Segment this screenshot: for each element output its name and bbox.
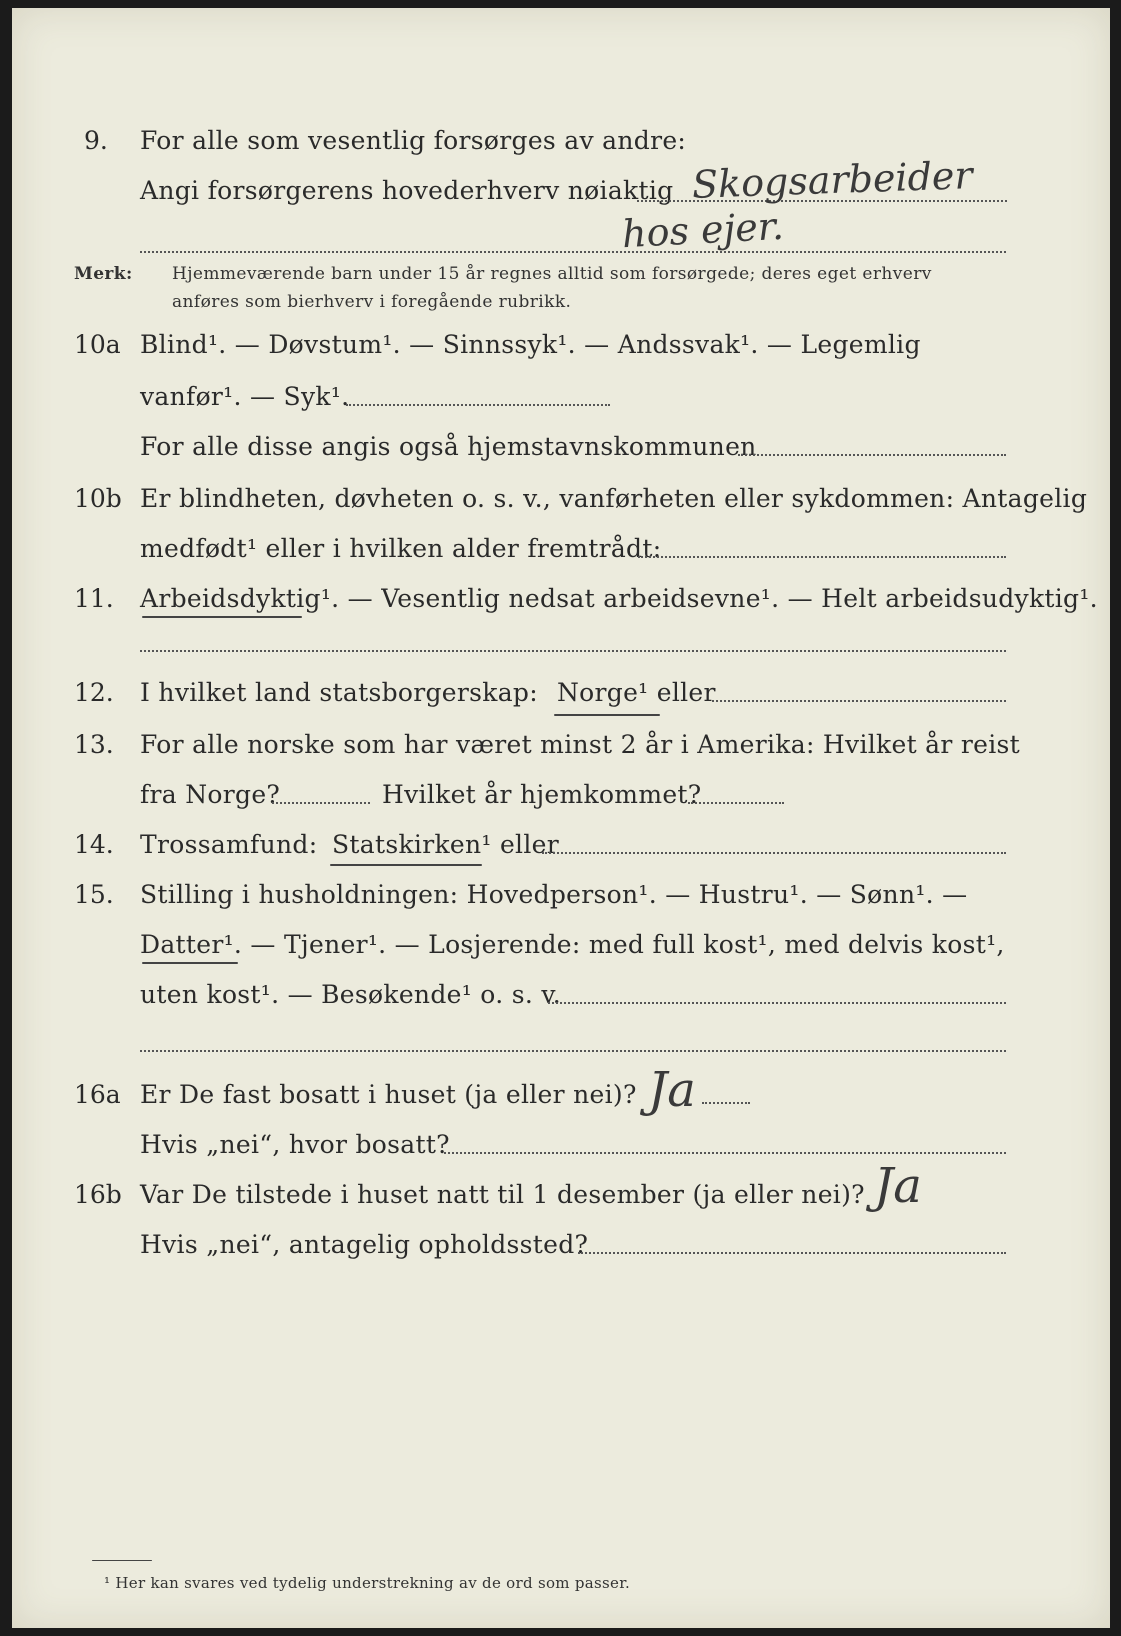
question-10b-number: 10b — [74, 484, 122, 513]
footnote: ¹ Her kan svares ved tydelig understrekning av de ord som passer. — [104, 1574, 631, 1592]
question-16b-line-1: Var De tilstede i huset natt til 1 desember (ja eller nei)? — [140, 1180, 865, 1209]
question-9-line-2: Angi forsørgerens hovederhverv nøiaktig — [140, 176, 674, 205]
answer-dotted-line — [738, 454, 1006, 456]
answer-dotted-line — [140, 251, 1006, 253]
handwritten-answer-16b: Ja — [874, 1158, 922, 1214]
handwritten-occupation-note: hos ejer. — [620, 203, 785, 257]
answer-dotted-line — [702, 1102, 750, 1104]
answer-dotted-line — [272, 802, 370, 804]
answer-dotted-line — [578, 1252, 1006, 1254]
handwritten-underline — [330, 864, 482, 866]
question-16b-number: 16b — [74, 1180, 122, 1209]
handwritten-underline — [142, 962, 238, 964]
question-15-line-2: Datter¹. — Tjener¹. — Losjerende: med full kost¹, med delvis kost¹, — [140, 930, 1005, 959]
question-15-line-3: uten kost¹. — Besøkende¹ o. s. v. — [140, 980, 562, 1009]
question-13-line-2a: fra Norge? — [140, 780, 281, 809]
question-16a-line-2: Hvis „nei“, hvor bosatt? — [140, 1130, 450, 1159]
question-10b-line-2: medfødt¹ eller i hvilken alder fremtrådt: — [140, 534, 662, 563]
question-13-number: 13. — [74, 730, 114, 759]
question-11-number: 11. — [74, 584, 114, 613]
census-form-page — [12, 8, 1110, 1628]
question-10a-line-3: For alle disse angis også hjemstavnskommunen — [140, 432, 757, 461]
note-label: Merk: — [74, 264, 133, 284]
question-14-label: Trossamfund: — [140, 830, 318, 859]
question-10a-line-1: Blind¹. — Døvstum¹. — Sinnssyk¹. — Andssvak¹. — Legemlig — [140, 330, 921, 359]
question-12-norge: Norge¹ eller — [557, 678, 716, 707]
question-14-statskirken: Statskirken¹ eller — [332, 830, 559, 859]
answer-dotted-line — [444, 1152, 1006, 1154]
answer-dotted-line — [140, 650, 1006, 652]
question-15-line-1: Stilling i husholdningen: Hovedperson¹. — Hustru¹. — Sønn¹. — — [140, 880, 968, 909]
question-11-line-1: Arbeidsdyktig¹. — Vesentlig nedsat arbeidsevne¹. — Helt arbeidsudyktig¹. — [140, 584, 1098, 613]
question-10b-line-1: Er blindheten, døvheten o. s. v., vanførheten eller sykdommen: Antagelig — [140, 484, 1088, 513]
question-10a-line-2: vanfør¹. — Syk¹. — [140, 382, 350, 411]
question-12-number: 12. — [74, 678, 114, 707]
question-9-line-1: For alle som vesentlig forsørges av andre: — [140, 126, 687, 155]
question-12-line-1: I hvilket land statsborgerskap: — [140, 678, 538, 707]
question-16a-number: 16a — [74, 1080, 121, 1109]
answer-dotted-line — [346, 404, 610, 406]
question-10a-number: 10a — [74, 330, 121, 359]
question-13-line-1: For alle norske som har været minst 2 år i Amerika: Hvilket år reist — [140, 730, 1021, 759]
question-16a-line-1: Er De fast bosatt i huset (ja eller nei)? — [140, 1080, 637, 1109]
answer-dotted-line — [712, 700, 1006, 702]
answer-dotted-line — [688, 802, 784, 804]
answer-dotted-line — [542, 852, 1006, 854]
footnote-rule — [92, 1560, 152, 1561]
question-16b-line-2: Hvis „nei“, antagelig opholdssted? — [140, 1230, 589, 1259]
question-14-number: 14. — [74, 830, 114, 859]
note-line-2: anføres som bierhverv i foregående rubrikk. — [172, 292, 572, 312]
question-9-number: 9. — [84, 126, 108, 155]
handwritten-occupation: Skogsarbeider — [691, 153, 974, 207]
answer-dotted-line — [140, 1050, 1006, 1052]
question-15-number: 15. — [74, 880, 114, 909]
handwritten-underline — [142, 616, 302, 618]
answer-dotted-line — [638, 556, 1006, 558]
question-13-line-2b: Hvilket år hjemkommet? — [382, 780, 702, 809]
note-line-1: Hjemmeværende barn under 15 år regnes alltid som forsørgede; deres eget erhverv — [172, 264, 932, 284]
answer-dotted-line — [548, 1002, 1006, 1004]
handwritten-underline — [554, 714, 660, 716]
handwritten-answer-16a: Ja — [648, 1062, 696, 1118]
